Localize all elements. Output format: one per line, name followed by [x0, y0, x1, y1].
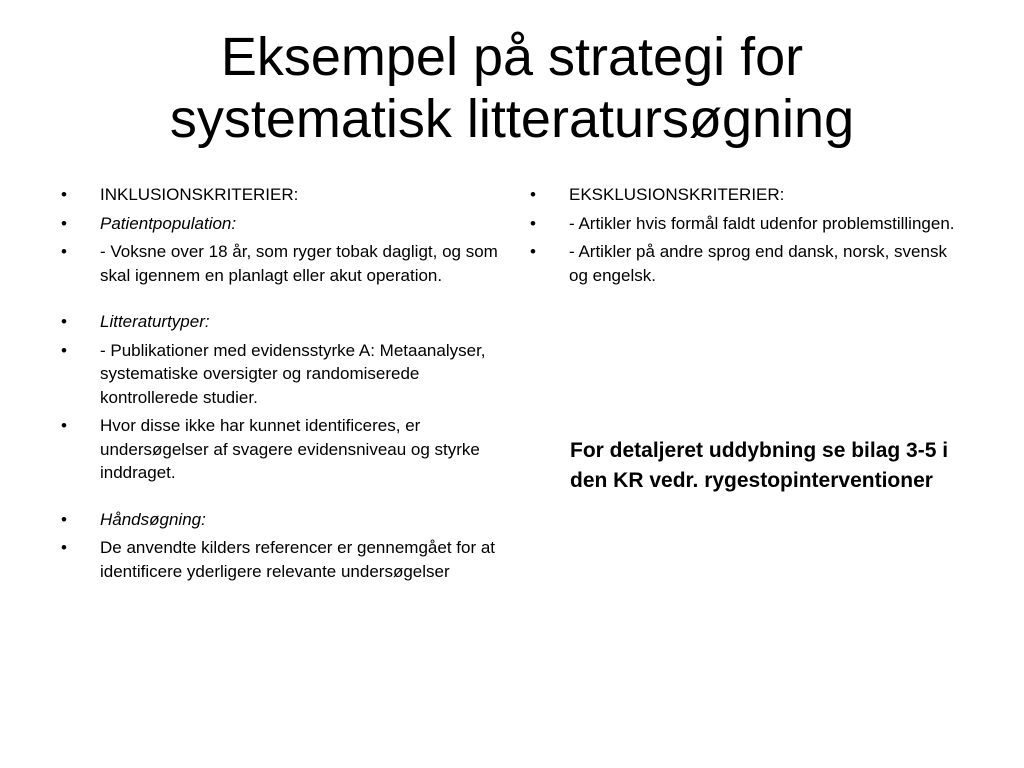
- list-item-literature-types-heading: [58, 310, 498, 334]
- other-languages-text: - Artikler på andre sprog end dansk, norsk, svensk og engelsk.: [569, 242, 947, 285]
- list-item-off-topic-articles: [527, 212, 957, 236]
- slide-title: [0, 26, 1024, 150]
- bullet-icon: •: [530, 185, 536, 204]
- weaker-evidence-text: Hvor disse ikke har kunnet identificeres, er undersøgelser af svagere evidensniveau og styrke inddraget.: [100, 416, 480, 482]
- bullet-icon: •: [61, 213, 67, 233]
- inclusion-criteria-list: [58, 183, 498, 583]
- bullet-icon: •: [61, 312, 67, 331]
- appendix-reference-note: For detaljeret uddybning se bilag 3-5 i den KR vedr. rygestopinterventioner: [570, 439, 949, 492]
- list-item-weaker-evidence: [58, 414, 498, 485]
- bullet-icon: •: [61, 538, 67, 557]
- exclusion-criteria-list: [527, 183, 957, 287]
- list-item-hand-search-heading: [58, 508, 498, 532]
- evidence-level-a-text: - Publikationer med evidensstyrke A: Metaanalyser, systematiske oversigter og randomiserede kontrollerede studier.: [100, 340, 486, 407]
- patient-population-text: - Voksne over 18 år, som ryger tobak dagligt, og som skal igennem en planlagt eller akut operation.: [100, 242, 498, 285]
- exclusion-criteria-column: [527, 183, 957, 292]
- slide-title-line-1: Eksempel på strategi for: [220, 27, 804, 87]
- list-item-evidence-level-a: [58, 339, 498, 410]
- inclusion-heading: INKLUSIONSKRITERIER:: [100, 185, 299, 204]
- slide-title-line-2: systematisk litteratursøgning: [169, 89, 855, 149]
- bullet-icon: •: [530, 242, 536, 261]
- list-item-patient-population-heading: [58, 212, 498, 236]
- bullet-icon: •: [61, 509, 67, 529]
- bullet-icon: •: [61, 340, 67, 360]
- bullet-icon: •: [61, 185, 67, 204]
- off-topic-articles-text: - Artikler hvis formål faldt udenfor problemstillingen.: [569, 213, 955, 233]
- list-item-exclusion-heading: [527, 183, 957, 207]
- literature-types-heading: Litteraturtyper:: [100, 312, 210, 331]
- inclusion-criteria-column: [58, 183, 498, 588]
- list-item-hand-search: [58, 536, 498, 583]
- list-item-other-languages: [527, 240, 957, 287]
- list-item-inclusion-heading: [58, 183, 498, 207]
- bullet-icon: •: [61, 416, 67, 435]
- bullet-icon: •: [61, 242, 67, 261]
- bullet-icon: •: [530, 213, 536, 233]
- list-item-patient-population: [58, 240, 498, 287]
- hand-search-text: De anvendte kilders referencer er gennemgået for at identificere yderligere relevante undersøgelser: [100, 538, 496, 581]
- hand-search-heading: Håndsøgning:: [100, 509, 206, 529]
- exclusion-heading: EKSKLUSIONSKRITERIER:: [569, 185, 785, 204]
- patient-population-heading: Patientpopulation:: [100, 213, 237, 233]
